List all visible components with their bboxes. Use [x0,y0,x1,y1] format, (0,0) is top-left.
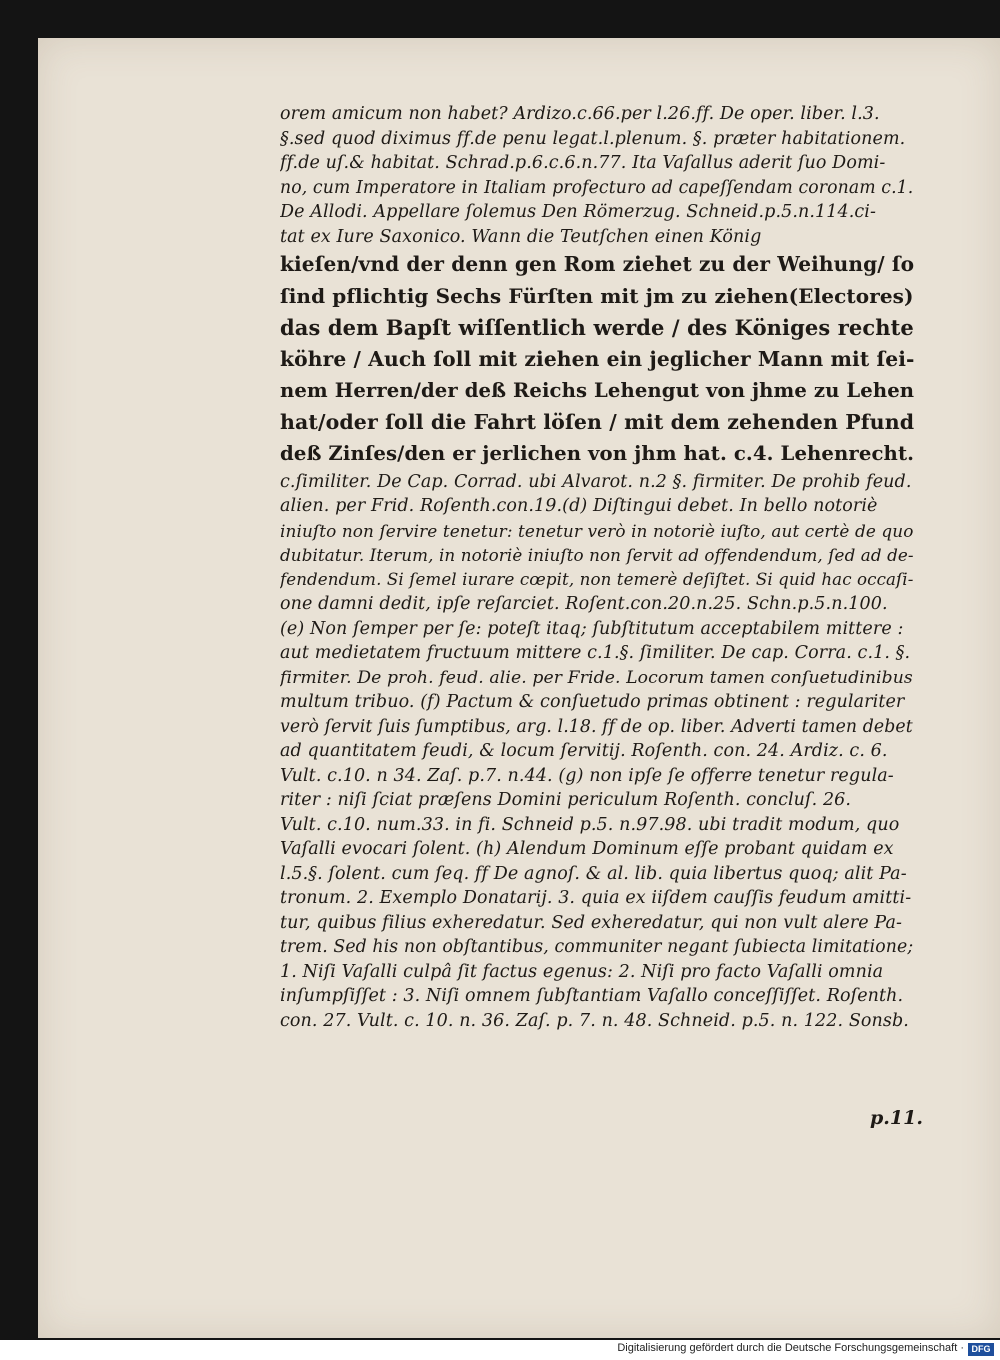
page-signature: p.11. [870,1107,923,1129]
document-page [38,38,1000,1338]
text-line: no, cum Imperatore in Italiam profecturo ad capeſſendam coronam c.1. [280,177,914,198]
footer-credit: Digitalisierung gefördert durch die Deutsche Forschungsgemeinschaft · [617,1342,964,1354]
text-line: verò ſervit ſuis ſumptibus, arg. l.18. ff de op. liber. Adverti tamen debet [280,716,913,737]
text-line: deß Zinſes/den er jerlichen von jhm hat. c.4. Lehenrecht. [280,442,915,465]
footer-bar [0,1340,1000,1360]
text-line: con. 27. Vult. c. 10. n. 36. Zaſ. p. 7. n. 48. Schneid. p.5. n. 122. Sonsb. [280,1010,909,1031]
text-line: Vult. c.10. num.33. in fi. Schneid p.5. n.97.98. ubi tradit modum, quo [280,814,900,835]
text-line: (e) Non ſemper per ſe: poteſt itaq; ſubſtitutum acceptabilem mittere : [280,618,904,639]
text-line: Vult. c.10. n 34. Zaſ. p.7. n.44. (g) non ipſe ſe offerre tenetur regula- [280,765,894,786]
text-line: orem amicum non habet? Ardizo.c.66.per l.26.ff. De oper. liber. l.3. [280,104,880,124]
text-line: one damni dedit, ipſe reſarciet. Roſent.con.20.n.25. Schn.p.5.n.100. [280,594,888,614]
text-line: ſind pflichtig Sechs Fürſten mit jm zu ziehen(Electores) [280,283,914,308]
text-line: riter : niſi ſciat præſens Domini periculum Roſenth. concluſ. 26. [280,790,852,810]
text-line: §.sed quod diximus ff.de penu legat.l.plenum. §. præter habitationem. [280,128,906,149]
text-line: tronum. 2. Exemplo Donatarij. 3. quia ex iiſdem cauſſis feudum amitti- [280,888,912,908]
text-line: l.5.§. ſolent. cum ſeq. ff De agnoſ. & al. lib. quia libertus quoq; alit Pa- [280,863,907,884]
text-line: ff.de uſ.& habitat. Schrad.p.6.c.6.n.77. Ita Vaſallus aderit ſuo Domi- [280,153,886,173]
text-line: Vaſalli evocari ſolent. (h) Alendum Dominum eſſe probant quidam ex [280,839,894,859]
page-text-block [280,102,920,1033]
text-line: ad quantitatem feudi, & locum ſervitij. Roſenth. con. 24. Ardiz. c. 6. [280,741,888,761]
text-line: tur, quibus filius exheredatur. Sed exheredatur, qui non vult alere Pa- [280,912,903,933]
text-line: aut medietatem fructuum mittere c.1.§. ſimiliter. De cap. Corra. c.1. §. [280,643,911,663]
text-line: alien. per Frid. Roſenth.con.19.(d) Diſtingui debet. In bello notoriè [280,496,878,516]
text-line: firmiter. De proh. feud. alie. per Fride. Locorum tamen conſuetudinibus [280,667,913,688]
text-line: das dem Bapſt wiſſentlich werde / des Königes rechte [280,315,914,340]
text-line: nem Herren/der deß Reichs Lehengut von jhme zu Lehen [280,379,915,402]
text-line: kieſen/vnd der denn gen Rom ziehet zu der Weihung/ ſo [280,252,915,276]
text-line: hat/oder ſoll die Fahrt löſen / mit dem zehenden Pfund [280,409,915,434]
text-line: dubitatur. Iterum, in notoriè iniuſto non ſervit ad offendendum, ſed ad de- [280,545,914,565]
text-line: iniuſto non ſervire tenetur: tenetur verò in notoriè iuſto, aut certè de quo [280,520,914,541]
text-line: multum tribuo. (f) Pactum & conſuetudo primas obtinent : regulariter [280,692,905,712]
text-line: 1. Niſi Vaſalli culpâ ſit factus egenus: 2. Niſi pro facto Vaſalli omnia [280,961,884,982]
dfg-logo-icon: DFG [968,1343,994,1356]
text-line: trem. Sed his non obſtantibus, communiter negant ſubiecta limitatione; [280,937,914,957]
text-line: tat ex Iure Saxonico. Wann die Teutſchen einen König [280,226,762,247]
text-line: fendendum. Si ſemel iurare cœpit, non temerè deſiſtet. Si quid hac occaſi- [280,569,914,589]
text-line: köhre / Auch ſoll mit ziehen ein jeglicher Mann mit ſei- [280,346,915,371]
text-line: De Allodi. Appellare ſolemus Den Römerzug. Schneid.p.5.n.114.ci- [280,202,877,222]
text-line: c.ſimiliter. De Cap. Corrad. ubi Alvarot. n.2 §. firmiter. De prohib feud. [280,471,912,492]
text-line: inſumpſiſſet : 3. Niſi omnem ſubſtantiam Vaſallo conceſſiſſet. Roſenth. [280,986,904,1006]
